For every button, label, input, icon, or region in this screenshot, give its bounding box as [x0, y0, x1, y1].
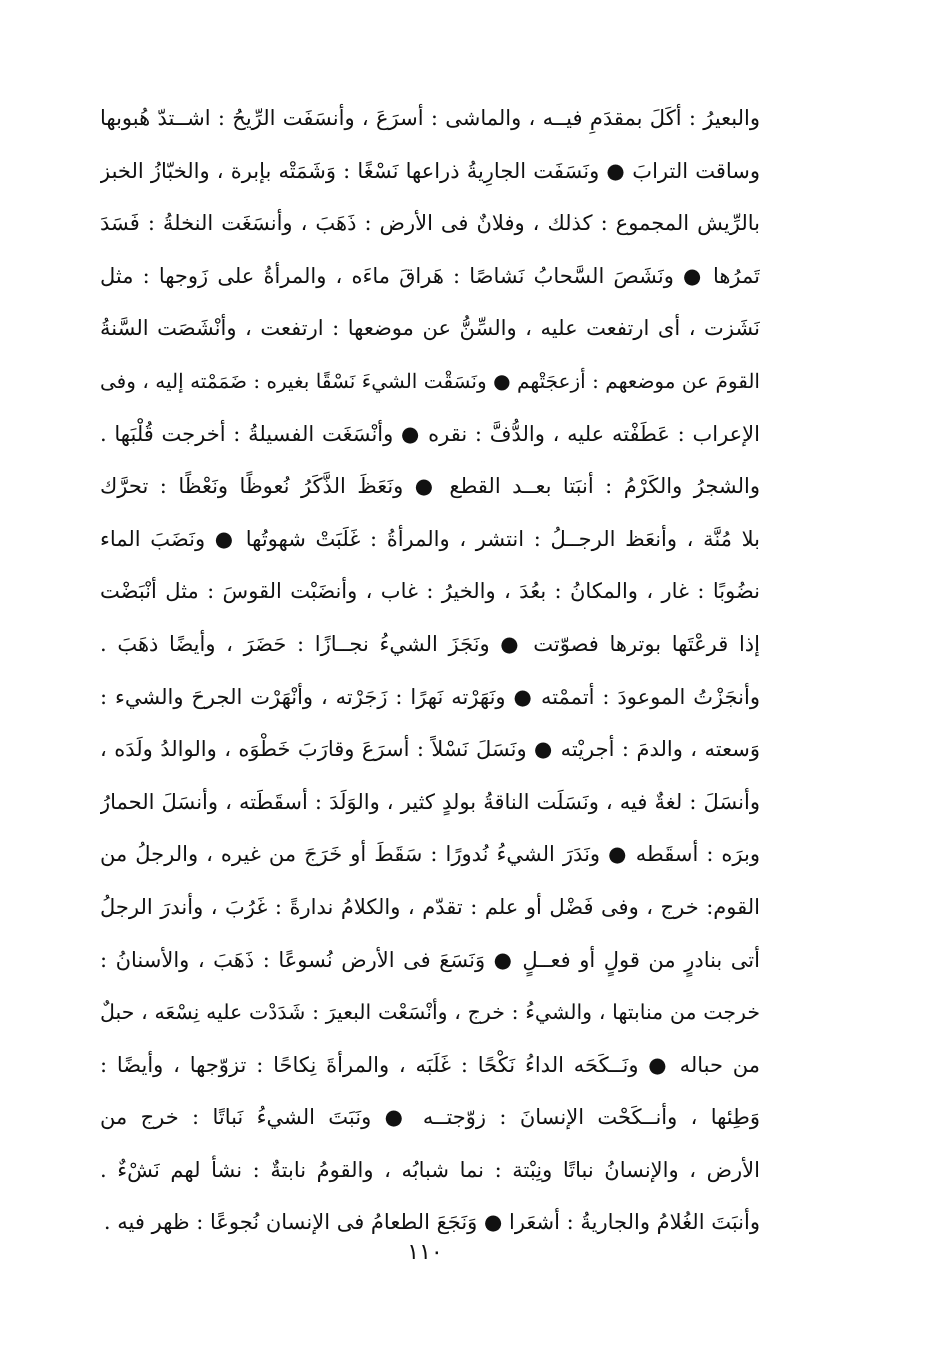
text-line-7: الإعراب : عَطَفْته عليه ، والدُّفَّ : نقره ● وأنْسَغَت الفسيلةُ : أخرجت قُلْبَها .: [100, 421, 760, 446]
text-line-20: وَطِئها ، وأنــكَحْت الإنسانَ : زوّجتــه ● ونَبَتَ الشيءُ نَباتًا : خرج من: [100, 1105, 760, 1130]
text-line-11: إذا قرعْتَها بوترها فصوّتت ● ونَجَزَ الشيءُ نجــازًا : حَضَرَ ، وأيضًا ذهَبَ .: [100, 631, 760, 656]
text-line-2: وساقت الترابَ ● ونَسَفَت الجارِيةُ ذراعها نَسْغًا : وَشَمَتْه بإبرة ، والخبّازُ الخبز: [100, 158, 760, 183]
page-number: ١١٠: [407, 1240, 443, 1265]
text-line-8: والشجرُ والكَرْمُ : أنبَتا بعــد القطع ● ونَعَظَ الذَّكَرُ نُعوظًا ونَعْظًا : تحرَّك: [100, 474, 760, 499]
text-line-13: وَسعته ، والدمَ : أجريْته ● ونَسَلَ نَسْلاً : أسرَعَ وقارَبَ خَطْوَه ، والوالدُ ولَدَه ،: [100, 737, 760, 762]
text-line-3: بالرِّيش المجموع : كذلك ، وفلانٌ فى الأرض : ذَهَبَ ، وأنسَغَت النخلةُ : فَسَدَ: [100, 211, 760, 236]
text-line-15: وبرَه : أسقَطه ● ونَدَرَ الشيءُ نُدورًا : سَقَطَ أو خَرَجَ من غيره ، والرجلُ من: [100, 842, 760, 867]
text-line-21: الأرض ، والإنسانُ نباتًا ونِبْتة : نما شبابُه ، والقومُ نابتةٌ : نشأ لهم نَشْءٌ .: [100, 1157, 760, 1182]
text-line-14: وأنسَلَ : لغةٌ فيه ، ونَسَلَت الناقةُ بولدٍ كثير ، والوَلَدَ : أسقَطَته ، وأنسَلَ الحمارُ: [100, 789, 760, 814]
text-line-5: نَشَزت ، أى ارتفعت عليه ، والسِّنُّ عن موضعها : ارتفعت ، وأنْشَصَت السَّنةُ: [100, 316, 760, 341]
text-line-4: تَمرُها ● ونَشَصَ السَّحابُ نَشاصًا : هَراقَ ماءَه ، والمرأةُ على زَوجها : مثل: [100, 263, 760, 288]
text-line-16: القوم: خرج ، وفى فَضْل أو علم : تقدّم ، والكلامُ ندارةً : غَرُبَ ، وأندرَ الرجلُ: [100, 894, 760, 919]
body-text: [100, 92, 760, 1249]
text-line-17: أتى بنادرٍ من قولٍ أو فعــلٍ ● وَنَسَعَ فى الأرض نُسوعًا : ذَهَبَ ، والأسنانُ :: [100, 947, 760, 972]
text-line-12: وأنجَزْتُ الموعودَ : أتممْته ● ونَهَرْته نَهرًا : زَجَرْته ، وأنْهَرْت الجرحَ والشيء :: [100, 684, 760, 709]
text-line-10: نضُوبًا : غار ، والمكانُ : بعُدَ ، والخيرُ : غاب ، وأنضَبْت القوسَ : مثل أنْبَضْت: [100, 579, 760, 604]
text-line-9: بلا مُنَّة ، وأنعَظ الرجــلُ : انتشر ، والمرأةُ : غَلَبَتْ شهوتُها ● ونَضَبَ الماء: [100, 526, 760, 551]
text-line-19: من حباله ● ونَــكَحَه الداءُ نَكْحًا : غَلَبَه ، والمرأةَ نِكاحًا : تزوّجها ، وأيضًا :: [100, 1052, 760, 1077]
text-line-22: وأنبَتَ الغُلامُ والجاريةُ : أشعَرا ● وَنَجَعَ الطعامُ فى الإنسان نُجوعًا : ظهر فيه .: [103, 1210, 760, 1235]
text-line-18: خرجت من منابتها ، والشيءُ : خرج ، وأنْسَعْت البعيرَ : شَدَدْت عليه نِسْعَه ، حبلٌ: [100, 1000, 760, 1025]
text-line-6: القومَ عن موضعهم : أزعجَتْهم ● ونَسَقْت الشيءَ نَسْقًا بغيره : ضَمَمْته إليه ، وفى: [100, 368, 760, 393]
text-line-1: والبعيرُ : أكَلَ بمقدَمِ فيــه ، والماشى : أسرَعَ ، وأنسَفَت الرِّيحُ : اشــتدّ هُبوبها: [100, 106, 760, 130]
